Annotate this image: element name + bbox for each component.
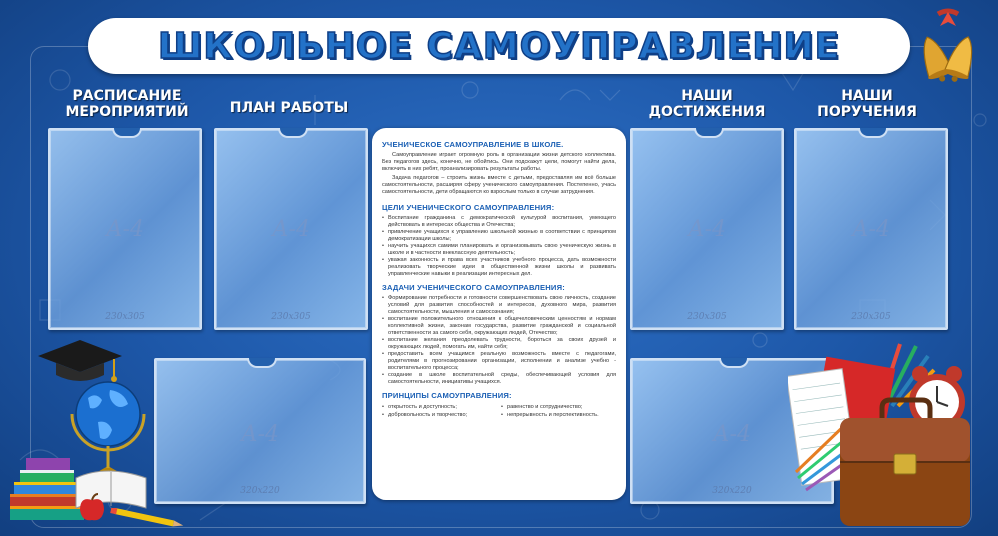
page-title: ШКОЛЬНОЕ САМОУПРАВЛЕНИЕ (157, 25, 841, 67)
pocket-format-label: А-4 (105, 217, 145, 243)
list-item: • уважая законность и права всех участников учебного процесса, дать возможности реализовать творческие идеи в общественной жизни школы и развивать управленческие навыки в реализации интересных дел. (382, 257, 616, 278)
info-heading-tasks: ЗАДАЧИ УЧЕНИЧЕСКОГО САМОУПРАВЛЕНИЯ: (382, 283, 565, 292)
pocket-notch (112, 128, 142, 138)
info-heading-intro: УЧЕНИЧЕСКОЕ САМОУПРАВЛЕНИЕ В ШКОЛЕ. (382, 140, 564, 149)
info-panel (372, 128, 626, 500)
heading-schedule: РАСПИСАНИЕ МЕРОПРИЯТИЙ (65, 88, 189, 120)
list-item: • Формирование потребности и готовности совершенствовать свою личность, создание условий для развития способностей и интересов, духовного мира, развития самостоятельности, мышления и самосознания; (382, 295, 616, 316)
heading-assignments: НАШИ ПОРУЧЕНИЯ (817, 88, 917, 120)
pocket-format-label: А-4 (271, 217, 311, 243)
list-item: • непрерывность и перспективность. (501, 411, 616, 419)
graduation-cap-icon (34, 336, 124, 386)
pocket-landscape-left (154, 358, 366, 504)
pocket-notch (247, 358, 277, 368)
list-item: • предоставить всем учащимся реальную возможность вместе с педагогами, родителями в прогнозировании организации, исполнении и анализе учебно - воспитательного процесса; (382, 351, 616, 372)
list-item: • Воспитание гражданина с демократической культурой воспитания, умеющего действовать в интересах общества и Отечества; (382, 215, 616, 229)
info-paragraph: Задача педагогов – строить жизнь вместе с детьми, предоставляя им всё больше самостоятельности, расширяя сферу ученического самоуправления. Постепенно, учась самостоятельности, дети обращаются ко взрослым только в случае затруднения. (382, 175, 616, 195)
info-heading-goals: ЦЕЛИ УЧЕНИЧЕСКОГО САМОУПРАВЛЕНИЯ: (382, 203, 555, 212)
heading-achievements: НАШИ ДОСТИЖЕНИЯ (648, 88, 766, 120)
tasks-list (382, 295, 616, 386)
list-item: • воспитание положительного отношения к общечеловеческим ценностям и нормам коллективной жизни, законам государства, развитие гражданской и социальной ответственности за самого себя, окружающих людей, Отечество; (382, 316, 616, 337)
list-item: • привлечение учащихся к управлению школьной жизнью в соответствии с принципом демократизации школы; (382, 229, 616, 243)
list-item: • равенство и сотрудничество; (501, 403, 616, 411)
pencil-icon (108, 508, 188, 528)
pocket-notch (719, 358, 749, 368)
pocket-format-label: А-4 (712, 422, 752, 448)
pocket-format-label: А-4 (851, 217, 891, 243)
title-banner (88, 18, 910, 74)
list-item: • добровольность и творчество; (382, 411, 497, 419)
list-item: • создание в школе воспитательной среды, обеспечивающей условия для самостоятельности, инициативы учащихся. (382, 372, 616, 386)
pocket-size-label: 230x305 (271, 312, 311, 322)
principles-list (382, 403, 616, 419)
list-item: • воспитание желания преодолевать трудности, бороться за своих друзей и окружающих людей, помогать им, найти себя; (382, 337, 616, 351)
pocket-achievements (630, 128, 784, 330)
info-paragraph: Самоуправление играет огромную роль в организации жизни детского коллектива. Без педагогов здесь, конечно, не обойтись. Они подскажут цели, помогут найти дела, включить в них ребят, проанализировать результаты работы. (382, 152, 616, 172)
pocket-size-label: 230x305 (851, 312, 891, 322)
pocket-schedule (48, 128, 202, 330)
pocket-size-label: 230x305 (105, 312, 145, 322)
pocket-notch (858, 128, 888, 138)
pocket-notch (278, 128, 308, 138)
pocket-notch (694, 128, 724, 138)
apple-icon (78, 492, 106, 522)
info-heading-principles: ПРИНЦИПЫ САМОУПРАВЛЕНИЯ: (382, 391, 512, 400)
goals-list (382, 215, 616, 278)
list-item: • открытость и доступность; (382, 403, 497, 411)
pocket-format-label: А-4 (687, 217, 727, 243)
list-item: • научить учащихся самими планировать и организовывать свою ученическую жизнь в школе и в частности внеклассную деятельность; (382, 243, 616, 257)
pocket-plan (214, 128, 368, 330)
heading-plan: ПЛАН РАБОТЫ (229, 100, 349, 116)
pocket-size-label: 320x220 (240, 486, 280, 496)
bells-icon (908, 6, 986, 92)
pocket-size-label: 320x220 (712, 486, 752, 496)
pocket-format-label: А-4 (240, 422, 280, 448)
pocket-assignments (794, 128, 948, 330)
pocket-size-label: 230x305 (687, 312, 727, 322)
briefcase-icon (836, 394, 976, 530)
